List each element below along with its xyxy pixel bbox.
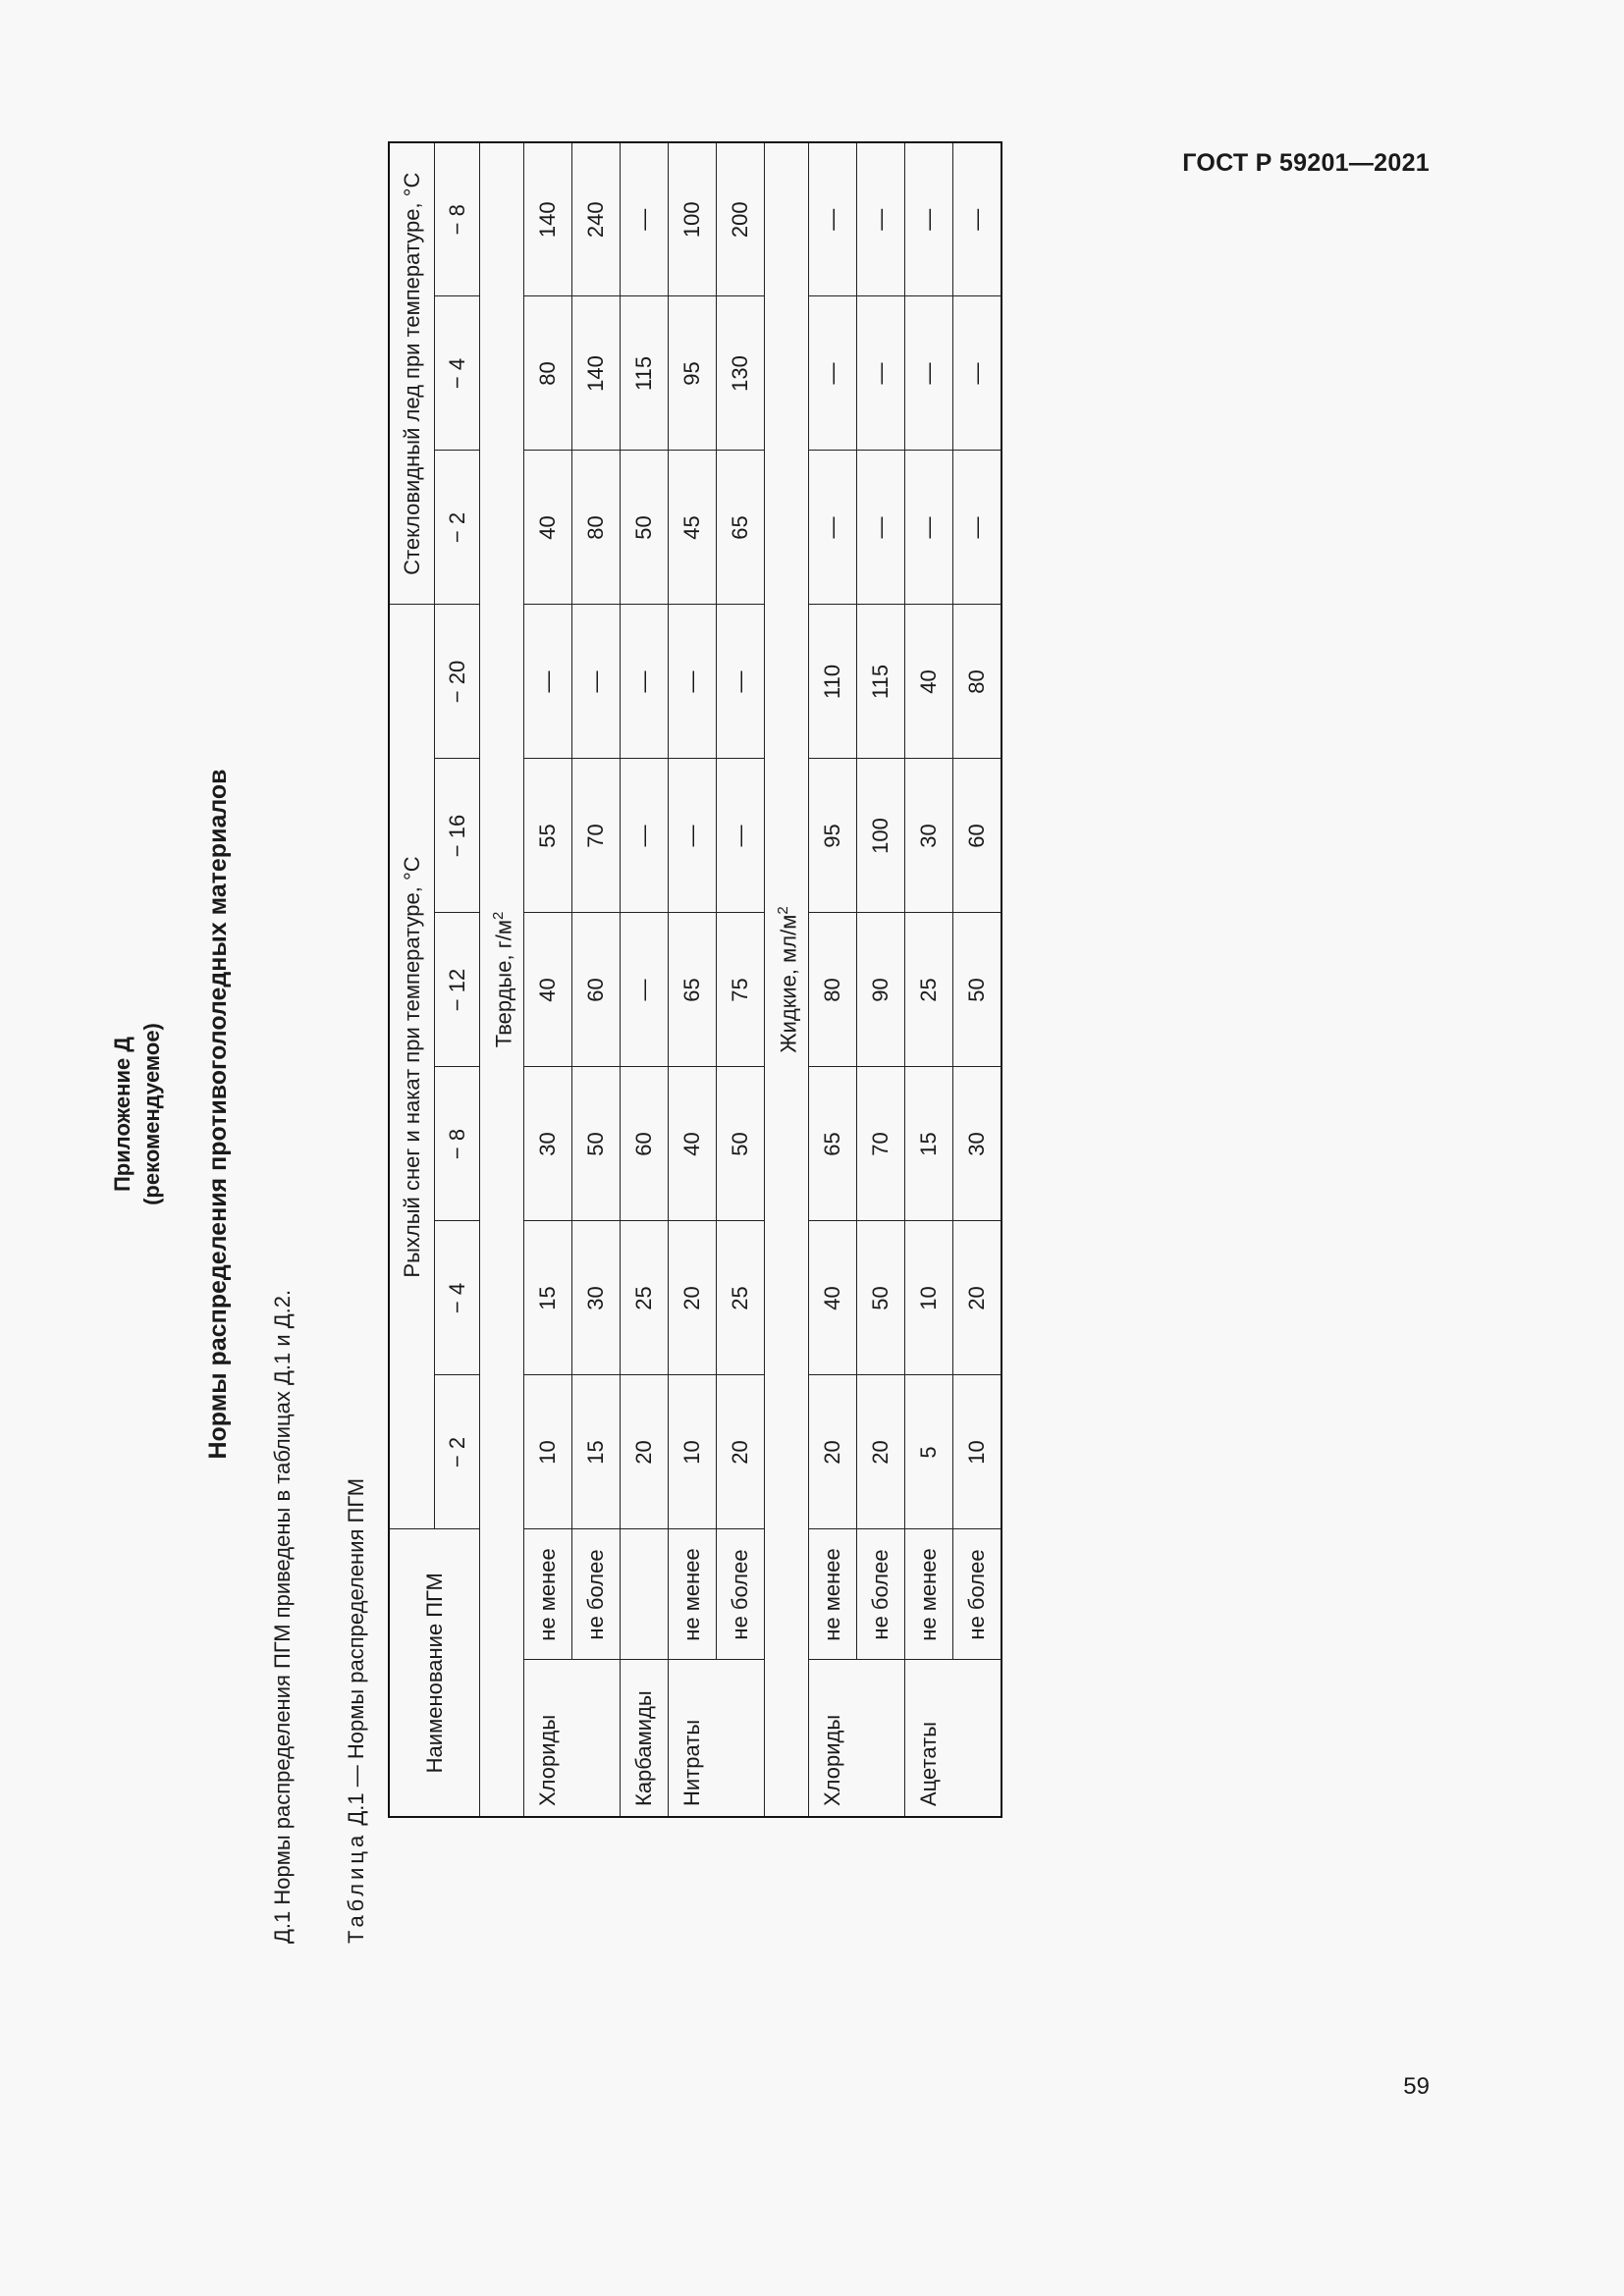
norm-value: 40 — [669, 1067, 717, 1221]
norm-value: 20 — [953, 1221, 1002, 1375]
table-caption-text: Д.1 — Нормы распределения ПГМ — [344, 1477, 368, 1826]
norm-value: — — [621, 605, 669, 759]
material-name — [857, 1660, 905, 1817]
material-name: Хлориды — [809, 1660, 857, 1817]
norm-value: 70 — [572, 759, 621, 913]
limit-label: не более — [572, 1529, 621, 1660]
liquid-rows — [809, 142, 1002, 1817]
snow-temp: − 20 — [435, 605, 480, 759]
norm-value: 40 — [905, 605, 953, 759]
table-row — [905, 142, 953, 1817]
norm-value: — — [524, 605, 572, 759]
limit-label: не более — [717, 1529, 765, 1660]
norm-value: 30 — [572, 1221, 621, 1375]
page-number: 59 — [1403, 2073, 1430, 2100]
table-row — [717, 142, 765, 1817]
norm-value: — — [669, 759, 717, 913]
norm-value: 50 — [621, 451, 669, 605]
snow-temp: − 8 — [435, 1067, 480, 1221]
norm-value: 60 — [621, 1067, 669, 1221]
header-group-ice: Стекловидный лед при температуре, °С — [389, 142, 435, 605]
norm-value: — — [669, 605, 717, 759]
rotated-page-content — [108, 157, 1090, 2071]
norm-value: 15 — [905, 1067, 953, 1221]
norm-value: — — [809, 296, 857, 451]
norm-value: 50 — [717, 1067, 765, 1221]
material-name — [572, 1660, 621, 1817]
norm-value: — — [857, 142, 905, 296]
norm-value: 55 — [524, 759, 572, 913]
norm-value: 95 — [669, 296, 717, 451]
header-row-groups — [389, 142, 435, 1817]
limit-label — [621, 1529, 669, 1660]
norm-value: 60 — [953, 759, 1002, 913]
limit-label: не менее — [669, 1529, 717, 1660]
norm-value: 20 — [809, 1375, 857, 1529]
norm-value: 25 — [905, 913, 953, 1067]
norm-value: — — [953, 451, 1002, 605]
section-row-solid — [480, 142, 524, 1817]
header-name: Наименование ПГМ — [389, 1529, 480, 1817]
norm-value: — — [857, 451, 905, 605]
norm-value: 30 — [905, 759, 953, 913]
norm-value: 110 — [809, 605, 857, 759]
norms-table — [388, 141, 1002, 1818]
norm-value: 115 — [621, 296, 669, 451]
limit-label: не менее — [524, 1529, 572, 1660]
norm-value: — — [572, 605, 621, 759]
header-group-snow: Рыхлый снег и накат при температуре, °С — [389, 605, 435, 1529]
appendix-status: (рекомендуемое) — [139, 1023, 164, 1205]
norm-value: 30 — [953, 1067, 1002, 1221]
norm-value: — — [905, 296, 953, 451]
limit-label: не менее — [809, 1529, 857, 1660]
snow-temp: − 2 — [435, 1375, 480, 1529]
material-name — [953, 1660, 1002, 1817]
norm-value: 30 — [524, 1067, 572, 1221]
limit-label: не более — [953, 1529, 1002, 1660]
norm-value: 60 — [572, 913, 621, 1067]
main-heading: Нормы распределения противогололедных материалов — [204, 769, 232, 1460]
table-row — [953, 142, 1002, 1817]
norm-value: — — [809, 142, 857, 296]
norm-value: 80 — [524, 296, 572, 451]
norm-value: 80 — [809, 913, 857, 1067]
norm-value: 80 — [953, 605, 1002, 759]
norm-value: 70 — [857, 1067, 905, 1221]
table-row — [809, 142, 857, 1817]
section-solid: Твердые, $г/м^2$ — [480, 142, 524, 1817]
norm-value: 10 — [953, 1375, 1002, 1529]
norm-value: 50 — [857, 1221, 905, 1375]
norm-value: 65 — [717, 451, 765, 605]
section-liquid: Жидкие, $мл/м^2$ — [765, 142, 809, 1817]
norm-value: 20 — [621, 1375, 669, 1529]
norm-value: 45 — [669, 451, 717, 605]
norm-value: 20 — [669, 1221, 717, 1375]
norm-value: 100 — [669, 142, 717, 296]
norm-value: 100 — [857, 759, 905, 913]
norm-value: 200 — [717, 142, 765, 296]
norm-value: 50 — [572, 1067, 621, 1221]
norm-value: 140 — [572, 296, 621, 451]
limit-label: не менее — [905, 1529, 953, 1660]
ice-temp: − 8 — [435, 142, 480, 296]
table-row — [857, 142, 905, 1817]
norm-value: 65 — [669, 913, 717, 1067]
norm-value: 50 — [953, 913, 1002, 1067]
table-row — [524, 142, 572, 1817]
norm-value: 115 — [857, 605, 905, 759]
snow-temp: − 16 — [435, 759, 480, 913]
snow-temp: − 12 — [435, 913, 480, 1067]
norm-value: — — [905, 451, 953, 605]
appendix-title — [108, 157, 167, 2071]
norm-value: — — [905, 142, 953, 296]
section-row-liquid — [765, 142, 809, 1817]
norm-value: 140 — [524, 142, 572, 296]
norm-value: 95 — [809, 759, 857, 913]
table-row — [572, 142, 621, 1817]
table-caption — [344, 1478, 369, 1944]
material-name: Ацетаты — [905, 1660, 953, 1817]
norm-value: 15 — [572, 1375, 621, 1529]
norm-value: 130 — [717, 296, 765, 451]
norm-value: 10 — [669, 1375, 717, 1529]
material-name: Нитраты — [669, 1660, 717, 1817]
norm-value: — — [621, 759, 669, 913]
material-name — [717, 1660, 765, 1817]
norm-value: 80 — [572, 451, 621, 605]
norm-value: 20 — [717, 1375, 765, 1529]
norm-value: — — [621, 142, 669, 296]
norm-value: 25 — [717, 1221, 765, 1375]
table-row — [621, 142, 669, 1817]
ice-temp: − 4 — [435, 296, 480, 451]
norm-value: 25 — [621, 1221, 669, 1375]
norm-value: — — [809, 451, 857, 605]
norm-value: — — [717, 759, 765, 913]
norm-value: — — [857, 296, 905, 451]
norm-value: — — [953, 296, 1002, 451]
norm-value: 90 — [857, 913, 905, 1067]
solid-rows — [524, 142, 765, 1817]
table-caption-word: Таблица — [344, 1831, 368, 1944]
ice-temp: − 2 — [435, 451, 480, 605]
material-name: Карбамиды — [621, 1660, 669, 1817]
norm-value: 20 — [857, 1375, 905, 1529]
norm-value: — — [717, 605, 765, 759]
norm-value: 65 — [809, 1067, 857, 1221]
norm-value: 75 — [717, 913, 765, 1067]
limit-label: не более — [857, 1529, 905, 1660]
norm-value: — — [621, 913, 669, 1067]
intro-paragraph: Д.1 Нормы распределения ПГМ приведены в таблицах Д.1 и Д.2. — [270, 1289, 295, 1944]
table-row — [669, 142, 717, 1817]
norm-value: 240 — [572, 142, 621, 296]
norm-value: — — [953, 142, 1002, 296]
norm-value: 40 — [809, 1221, 857, 1375]
document-code: ГОСТ Р 59201—2021 — [1182, 149, 1430, 177]
norm-value: 40 — [524, 913, 572, 1067]
norm-value: 10 — [524, 1375, 572, 1529]
norm-value: 10 — [905, 1221, 953, 1375]
snow-temp: − 4 — [435, 1221, 480, 1375]
norm-value: 40 — [524, 451, 572, 605]
norm-value: 5 — [905, 1375, 953, 1529]
appendix-label: Приложение Д — [110, 1037, 135, 1192]
norm-value: 15 — [524, 1221, 572, 1375]
material-name: Хлориды — [524, 1660, 572, 1817]
